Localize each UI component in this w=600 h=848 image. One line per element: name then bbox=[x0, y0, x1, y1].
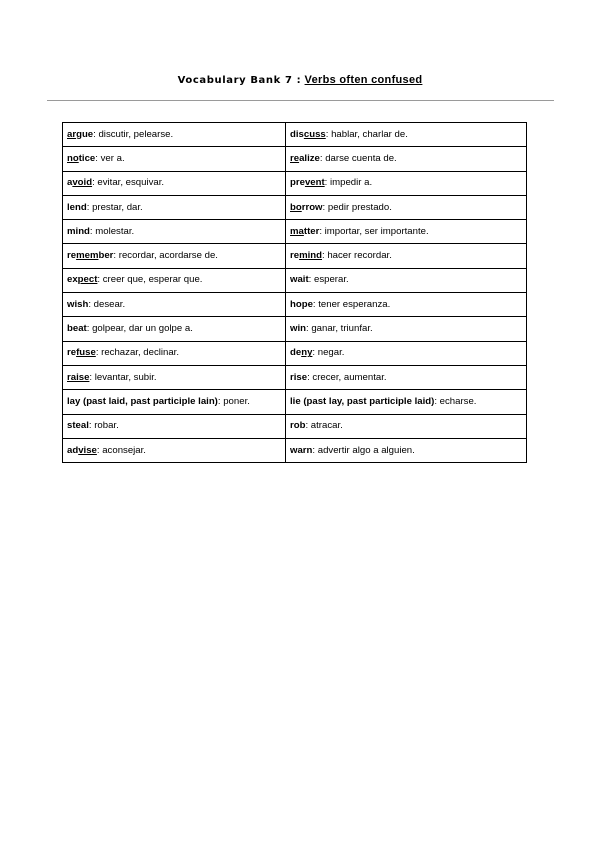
vocab-definition: : negar. bbox=[312, 347, 345, 359]
vocab-word-stress: cuss bbox=[303, 128, 326, 140]
vocab-word-part: re bbox=[290, 250, 300, 262]
vocab-definition: : evitar, esquivar. bbox=[92, 177, 165, 189]
vocab-definition: : ganar, triunfar. bbox=[306, 323, 373, 335]
vocab-word-part: pre bbox=[290, 177, 305, 189]
vocab-word-stress: re bbox=[290, 152, 300, 164]
vocab-definition: : discutir, pelearse. bbox=[93, 128, 174, 140]
vocab-word-part: re bbox=[67, 250, 77, 262]
vocab-definition: : esperar. bbox=[308, 274, 349, 286]
vocab-word-part: wish bbox=[67, 298, 89, 310]
vocab-cell-right bbox=[286, 171, 527, 195]
vocab-definition: : recordar, acordarse de. bbox=[113, 250, 218, 262]
vocab-word-stress: ar bbox=[67, 128, 77, 140]
vocab-definition: : desear. bbox=[88, 298, 126, 310]
table-row bbox=[63, 244, 527, 268]
vocab-word-part: warn bbox=[290, 444, 313, 456]
vocab-definition: : atracar. bbox=[305, 420, 343, 432]
vocab-definition: : darse cuenta de. bbox=[319, 152, 397, 164]
vocab-word-part: tter bbox=[303, 225, 320, 237]
vocab-definition: : golpear, dar un golpe a. bbox=[86, 323, 193, 335]
vocab-word-part: beat bbox=[67, 323, 87, 335]
vocab-cell-right bbox=[286, 244, 527, 268]
vocab-word-part: dis bbox=[290, 128, 304, 140]
vocab-word-stress: bo bbox=[290, 201, 302, 213]
vocab-definition: : echarse. bbox=[434, 395, 477, 407]
vocab-word-part: ex bbox=[67, 274, 78, 286]
vocab-cell-left bbox=[63, 293, 286, 317]
vocab-cell-right bbox=[286, 438, 527, 462]
vocab-word-stress: mind bbox=[299, 250, 322, 262]
vocab-definition: : hablar, charlar de. bbox=[325, 128, 408, 140]
page-title bbox=[0, 74, 600, 86]
vocab-cell-right bbox=[286, 341, 527, 365]
vocab-word-part: ad bbox=[67, 444, 79, 456]
header-divider bbox=[47, 100, 554, 101]
vocab-definition: : crecer, aumentar. bbox=[307, 371, 387, 383]
vocab-cell-left bbox=[63, 195, 286, 219]
vocab-word-stress: fuse bbox=[76, 347, 96, 359]
vocab-cell-left bbox=[63, 365, 286, 389]
vocab-word-stress: ma bbox=[290, 225, 304, 237]
table-row bbox=[63, 195, 527, 219]
table-row bbox=[63, 317, 527, 341]
vocab-word-part: wait bbox=[290, 274, 309, 286]
table-row bbox=[63, 341, 527, 365]
vocab-word-part: rrow bbox=[301, 201, 323, 213]
table-row bbox=[63, 414, 527, 438]
vocab-word-stress: mem bbox=[76, 250, 99, 262]
vocab-definition: : rechazar, declinar. bbox=[95, 347, 180, 359]
vocab-word-part: alize bbox=[299, 152, 320, 164]
vocab-definition: : advertir algo a alguien. bbox=[312, 444, 415, 456]
table-row bbox=[63, 147, 527, 171]
vocab-word-part: hope bbox=[290, 298, 313, 310]
vocab-cell-right bbox=[286, 390, 527, 414]
vocab-definition: : robar. bbox=[88, 420, 119, 432]
vocab-definition: : molestar. bbox=[89, 225, 135, 237]
vocab-word-part: steal bbox=[67, 420, 89, 432]
vocab-cell-left bbox=[63, 220, 286, 244]
table-row bbox=[63, 123, 527, 147]
vocabulary-table-body bbox=[63, 123, 527, 463]
vocab-cell-right bbox=[286, 317, 527, 341]
table-row bbox=[63, 390, 527, 414]
vocab-cell-right bbox=[286, 414, 527, 438]
vocab-cell-right bbox=[286, 195, 527, 219]
table-row bbox=[63, 171, 527, 195]
vocab-cell-right bbox=[286, 268, 527, 292]
vocab-cell-left bbox=[63, 244, 286, 268]
vocab-word-part: re bbox=[67, 347, 77, 359]
vocab-cell-right bbox=[286, 123, 527, 147]
vocab-word-stress: raise bbox=[67, 371, 90, 383]
vocab-word-part: win bbox=[290, 323, 306, 335]
table-row bbox=[63, 268, 527, 292]
vocab-cell-left bbox=[63, 341, 286, 365]
vocab-word-stress: vise bbox=[78, 444, 97, 456]
vocab-definition: : importar, ser importante. bbox=[319, 225, 429, 237]
vocab-word-stress: ny bbox=[301, 347, 313, 359]
vocab-word-part: ber bbox=[98, 250, 114, 262]
vocab-definition: : creer que, esperar que. bbox=[97, 274, 203, 286]
vocab-cell-left bbox=[63, 171, 286, 195]
vocab-definition: : prestar, dar. bbox=[86, 201, 143, 213]
title-lead: Vocabulary Bank 7 : bbox=[177, 75, 302, 86]
table-row bbox=[63, 438, 527, 462]
vocab-cell-left bbox=[63, 123, 286, 147]
table-row bbox=[63, 365, 527, 389]
vocab-definition: : pedir prestado. bbox=[322, 201, 392, 213]
vocab-cell-left bbox=[63, 438, 286, 462]
vocab-cell-right bbox=[286, 147, 527, 171]
table-row bbox=[63, 293, 527, 317]
vocab-word-part: rise bbox=[290, 371, 308, 383]
vocab-word-stress: no bbox=[67, 152, 79, 164]
vocab-word-stress: void bbox=[72, 177, 93, 189]
vocab-cell-left bbox=[63, 268, 286, 292]
vocab-definition: : levantar, subir. bbox=[89, 371, 157, 383]
vocab-word-part: de bbox=[290, 347, 302, 359]
vocab-word-part: a bbox=[67, 177, 73, 189]
vocab-cell-right bbox=[286, 220, 527, 244]
vocab-word-part: lend bbox=[67, 201, 87, 213]
vocab-definition: : poner. bbox=[217, 395, 250, 407]
vocab-word-stress: vent bbox=[304, 177, 325, 189]
vocab-word-stress: pect bbox=[77, 274, 98, 286]
vocab-cell-right bbox=[286, 365, 527, 389]
vocab-word-part: mind bbox=[67, 225, 90, 237]
vocab-definition: : aconsejar. bbox=[96, 444, 146, 456]
vocab-word-part: gue bbox=[76, 128, 94, 140]
vocab-definition: : hacer recordar. bbox=[322, 250, 392, 262]
vocab-cell-left bbox=[63, 390, 286, 414]
vocab-definition: : ver a. bbox=[95, 152, 125, 164]
vocab-word-part: rob bbox=[290, 420, 306, 432]
vocab-word-part: tice bbox=[78, 152, 96, 164]
title-topic: Verbs often confused bbox=[304, 74, 423, 86]
vocabulary-table bbox=[62, 122, 527, 463]
vocab-word-part: lie (past lay, past participle laid) bbox=[290, 395, 435, 407]
vocab-cell-left bbox=[63, 317, 286, 341]
table-row bbox=[63, 220, 527, 244]
vocab-definition: : impedir a. bbox=[324, 177, 373, 189]
vocab-definition: : tener esperanza. bbox=[312, 298, 391, 310]
vocab-cell-right bbox=[286, 293, 527, 317]
vocab-cell-left bbox=[63, 414, 286, 438]
vocab-word-part: lay (past laid, past participle lain) bbox=[67, 395, 218, 407]
vocab-cell-left bbox=[63, 147, 286, 171]
